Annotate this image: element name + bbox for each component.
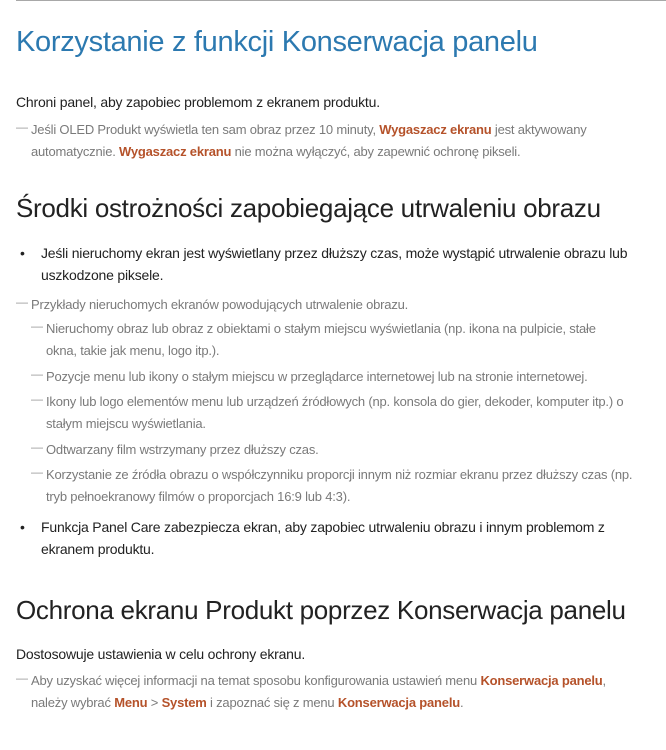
section3-note xyxy=(16,670,661,714)
note-dash-icon: — xyxy=(31,465,43,479)
bullet-icon: • xyxy=(20,245,25,261)
section3-heading: Ochrona ekranu Produkt poprzez Konserwacja panelu xyxy=(16,595,626,625)
panel-care-link: Konserwacja panelu xyxy=(480,673,603,688)
bullet-item: • Jeśli nieruchomy ekran jest wyświetlany przez dłuższy czas, może wystąpić utrwalenie obrazu lub uszkodzone piksele. xyxy=(16,242,666,286)
note-dash-icon: — xyxy=(31,319,43,333)
chevron-right-icon: > xyxy=(147,695,162,710)
section1-intro: Chroni panel, aby zapobiec problemom z ekranem produktu. xyxy=(16,94,380,110)
note-line-2: automatycznie. Wygaszacz ekranu nie można wyłączyć, aby zapewnić ochronę pikseli. xyxy=(31,144,521,159)
examples-heading: — Przykłady nieruchomych ekranów powodujących utrwalenie obrazu. xyxy=(31,294,661,316)
note-line-1: Aby uzyskać więcej informacji na temat sposobu konfigurowania ustawień menu Konserwacja panelu, xyxy=(31,673,606,688)
panel-care-link: Konserwacja panelu xyxy=(337,695,460,710)
top-rule xyxy=(16,0,666,1)
note-dash-icon: — xyxy=(31,367,43,381)
page-title: Korzystanie z funkcji Konserwacja panelu xyxy=(16,26,538,58)
example-item: — Pozycje menu lub ikony o stałym miejscu w przeglądarce internetowej lub na stronie internetowej. xyxy=(46,366,666,388)
section3-intro: Dostosowuje ustawienia w celu ochrony ekranu. xyxy=(16,646,306,662)
system-link: System xyxy=(161,695,207,710)
note-dash-icon: — xyxy=(31,392,43,406)
note-dash-icon: — xyxy=(31,440,43,454)
example-item: — Ikony lub logo elementów menu lub urządzeń źródłowych (np. konsola do gier, dekoder, komputer itp.) o stałym miejscu wyświetlania. xyxy=(46,391,666,435)
note-line-2: należy wybrać Menu > System i zapoznać się z menu Konserwacja panelu. xyxy=(31,695,464,710)
section1-note xyxy=(16,119,661,163)
note-dash-icon: — xyxy=(16,295,28,309)
note-dash-icon: — xyxy=(16,120,28,134)
example-item: — Nieruchomy obraz lub obraz z obiektami o stałym miejscu wyświetlania (np. ikona na pulpicie, stałe okna, takie jak menu, logo itp.). xyxy=(46,318,666,362)
screen-saver-link: Wygaszacz ekranu xyxy=(119,144,232,159)
bullet-icon: • xyxy=(20,519,25,535)
note-dash-icon: — xyxy=(16,671,28,685)
bullet-item: • Funkcja Panel Care zabezpiecza ekran, aby zapobiec utrwaleniu obrazu i innym problemom z ekranem produktu. xyxy=(16,516,666,560)
note-line-1: Jeśli OLED Produkt wyświetla ten sam obraz przez 10 minuty, Wygaszacz ekranu jest aktywowany xyxy=(31,122,587,137)
example-item: — Korzystanie ze źródła obrazu o współczynniku proporcji innym niż rozmiar ekranu przez dłuższy czas (np. tryb pełnoekranowy filmów o proporcjach 16:9 lub 4:3). xyxy=(46,464,666,508)
screen-saver-link: Wygaszacz ekranu xyxy=(379,122,492,137)
menu-link: Menu xyxy=(114,695,148,710)
section2-heading: Środki ostrożności zapobiegające utrwaleniu obrazu xyxy=(16,193,601,223)
example-item: — Odtwarzany film wstrzymany przez dłuższy czas. xyxy=(46,439,666,461)
